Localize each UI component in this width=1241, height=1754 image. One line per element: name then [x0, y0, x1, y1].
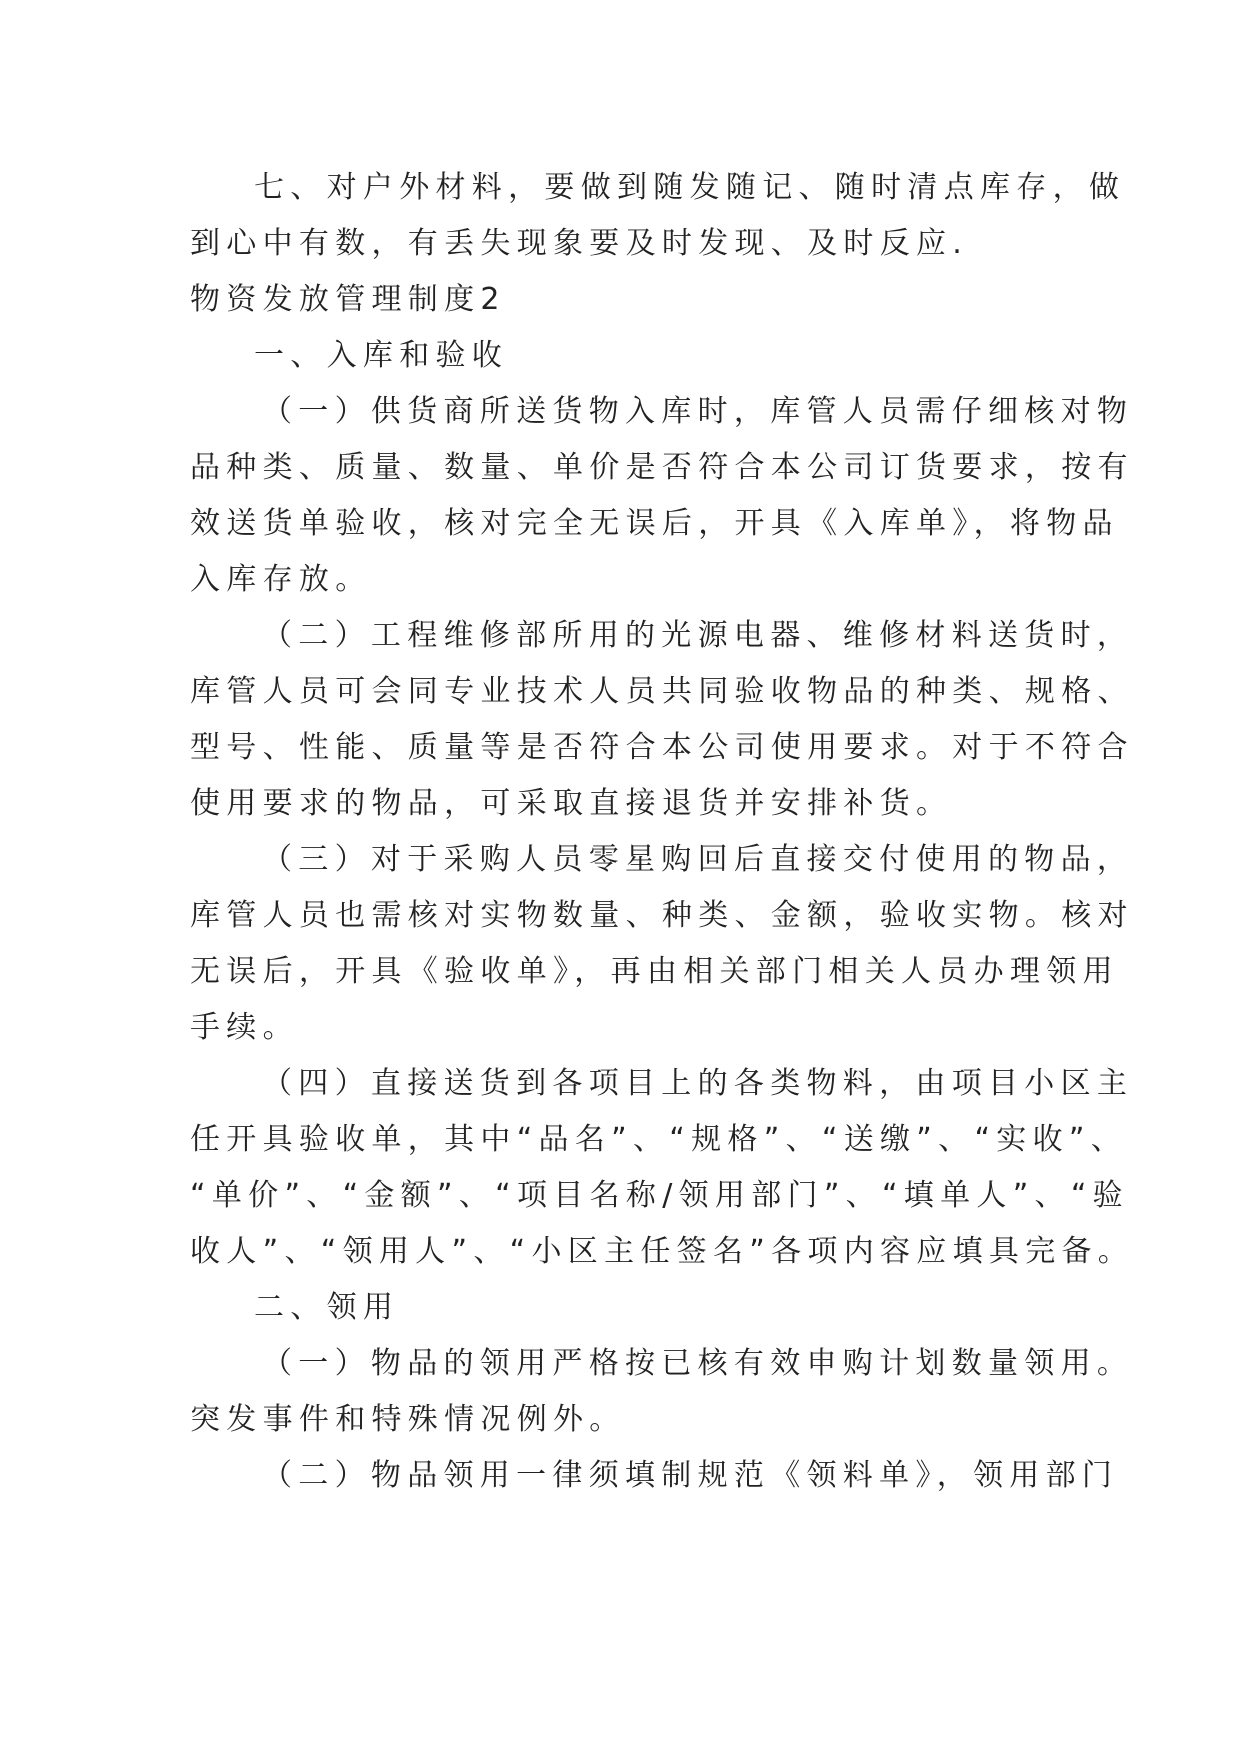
paragraph-line: （一）物品的领用严格按已核有效申购计划数量领用。	[262, 1346, 1134, 1381]
paragraph-line: 入库存放。	[190, 562, 372, 597]
paragraph-line: 库管人员可会同专业技术人员共同验收物品的种类、规格、	[190, 674, 1134, 709]
paragraph-line: （一）供货商所送货物入库时，库管人员需仔细核对物	[262, 394, 1134, 429]
paragraph-line: 突发事件和特殊情况例外。	[190, 1402, 626, 1437]
paragraph-line: 库管人员也需核对实物数量、种类、金额，验收实物。核对	[190, 898, 1134, 933]
section-title: 物资发放管理制度2	[190, 282, 506, 317]
paragraph-line: 到心中有数，有丢失现象要及时发现、及时反应.	[190, 226, 969, 261]
paragraph-line: 任开具验收单，其中“品名”、“规格”、“送缴”、“实收”、	[190, 1122, 1128, 1157]
section-heading: 二、领用	[254, 1290, 400, 1325]
section-heading: 一、入库和验收	[254, 338, 509, 373]
paragraph-line: 使用要求的物品，可采取直接退货并安排补货。	[190, 786, 953, 821]
paragraph-line: 手续。	[190, 1010, 299, 1045]
paragraph-line: （三）对于采购人员零星购回后直接交付使用的物品，	[262, 842, 1134, 877]
paragraph-line: 效送货单验收，核对完全无误后，开具《入库单》，将物品	[190, 506, 1119, 541]
paragraph-line: “单价”、“金额”、“项目名称/领用部门”、“填单人”、“验	[190, 1178, 1129, 1213]
paragraph-line: 无误后，开具《验收单》，再由相关部门相关人员办理领用	[190, 954, 1119, 989]
paragraph-line: （四）直接送货到各项目上的各类物料，由项目小区主	[262, 1066, 1134, 1101]
paragraph-line: 型号、性能、质量等是否符合本公司使用要求。对于不符合	[190, 730, 1134, 765]
paragraph-line: 品种类、质量、数量、单价是否符合本公司订货要求，按有	[190, 450, 1134, 485]
paragraph-line: 收人”、“领用人”、“小区主任签名”各项内容应填具完备。	[190, 1234, 1135, 1269]
paragraph-line: （二）物品领用一律须填制规范《领料单》，领用部门	[262, 1458, 1119, 1493]
paragraph-line: （二）工程维修部所用的光源电器、维修材料送货时，	[262, 618, 1134, 653]
paragraph-line: 七、对户外材料，要做到随发随记、随时清点库存，做	[254, 170, 1126, 205]
